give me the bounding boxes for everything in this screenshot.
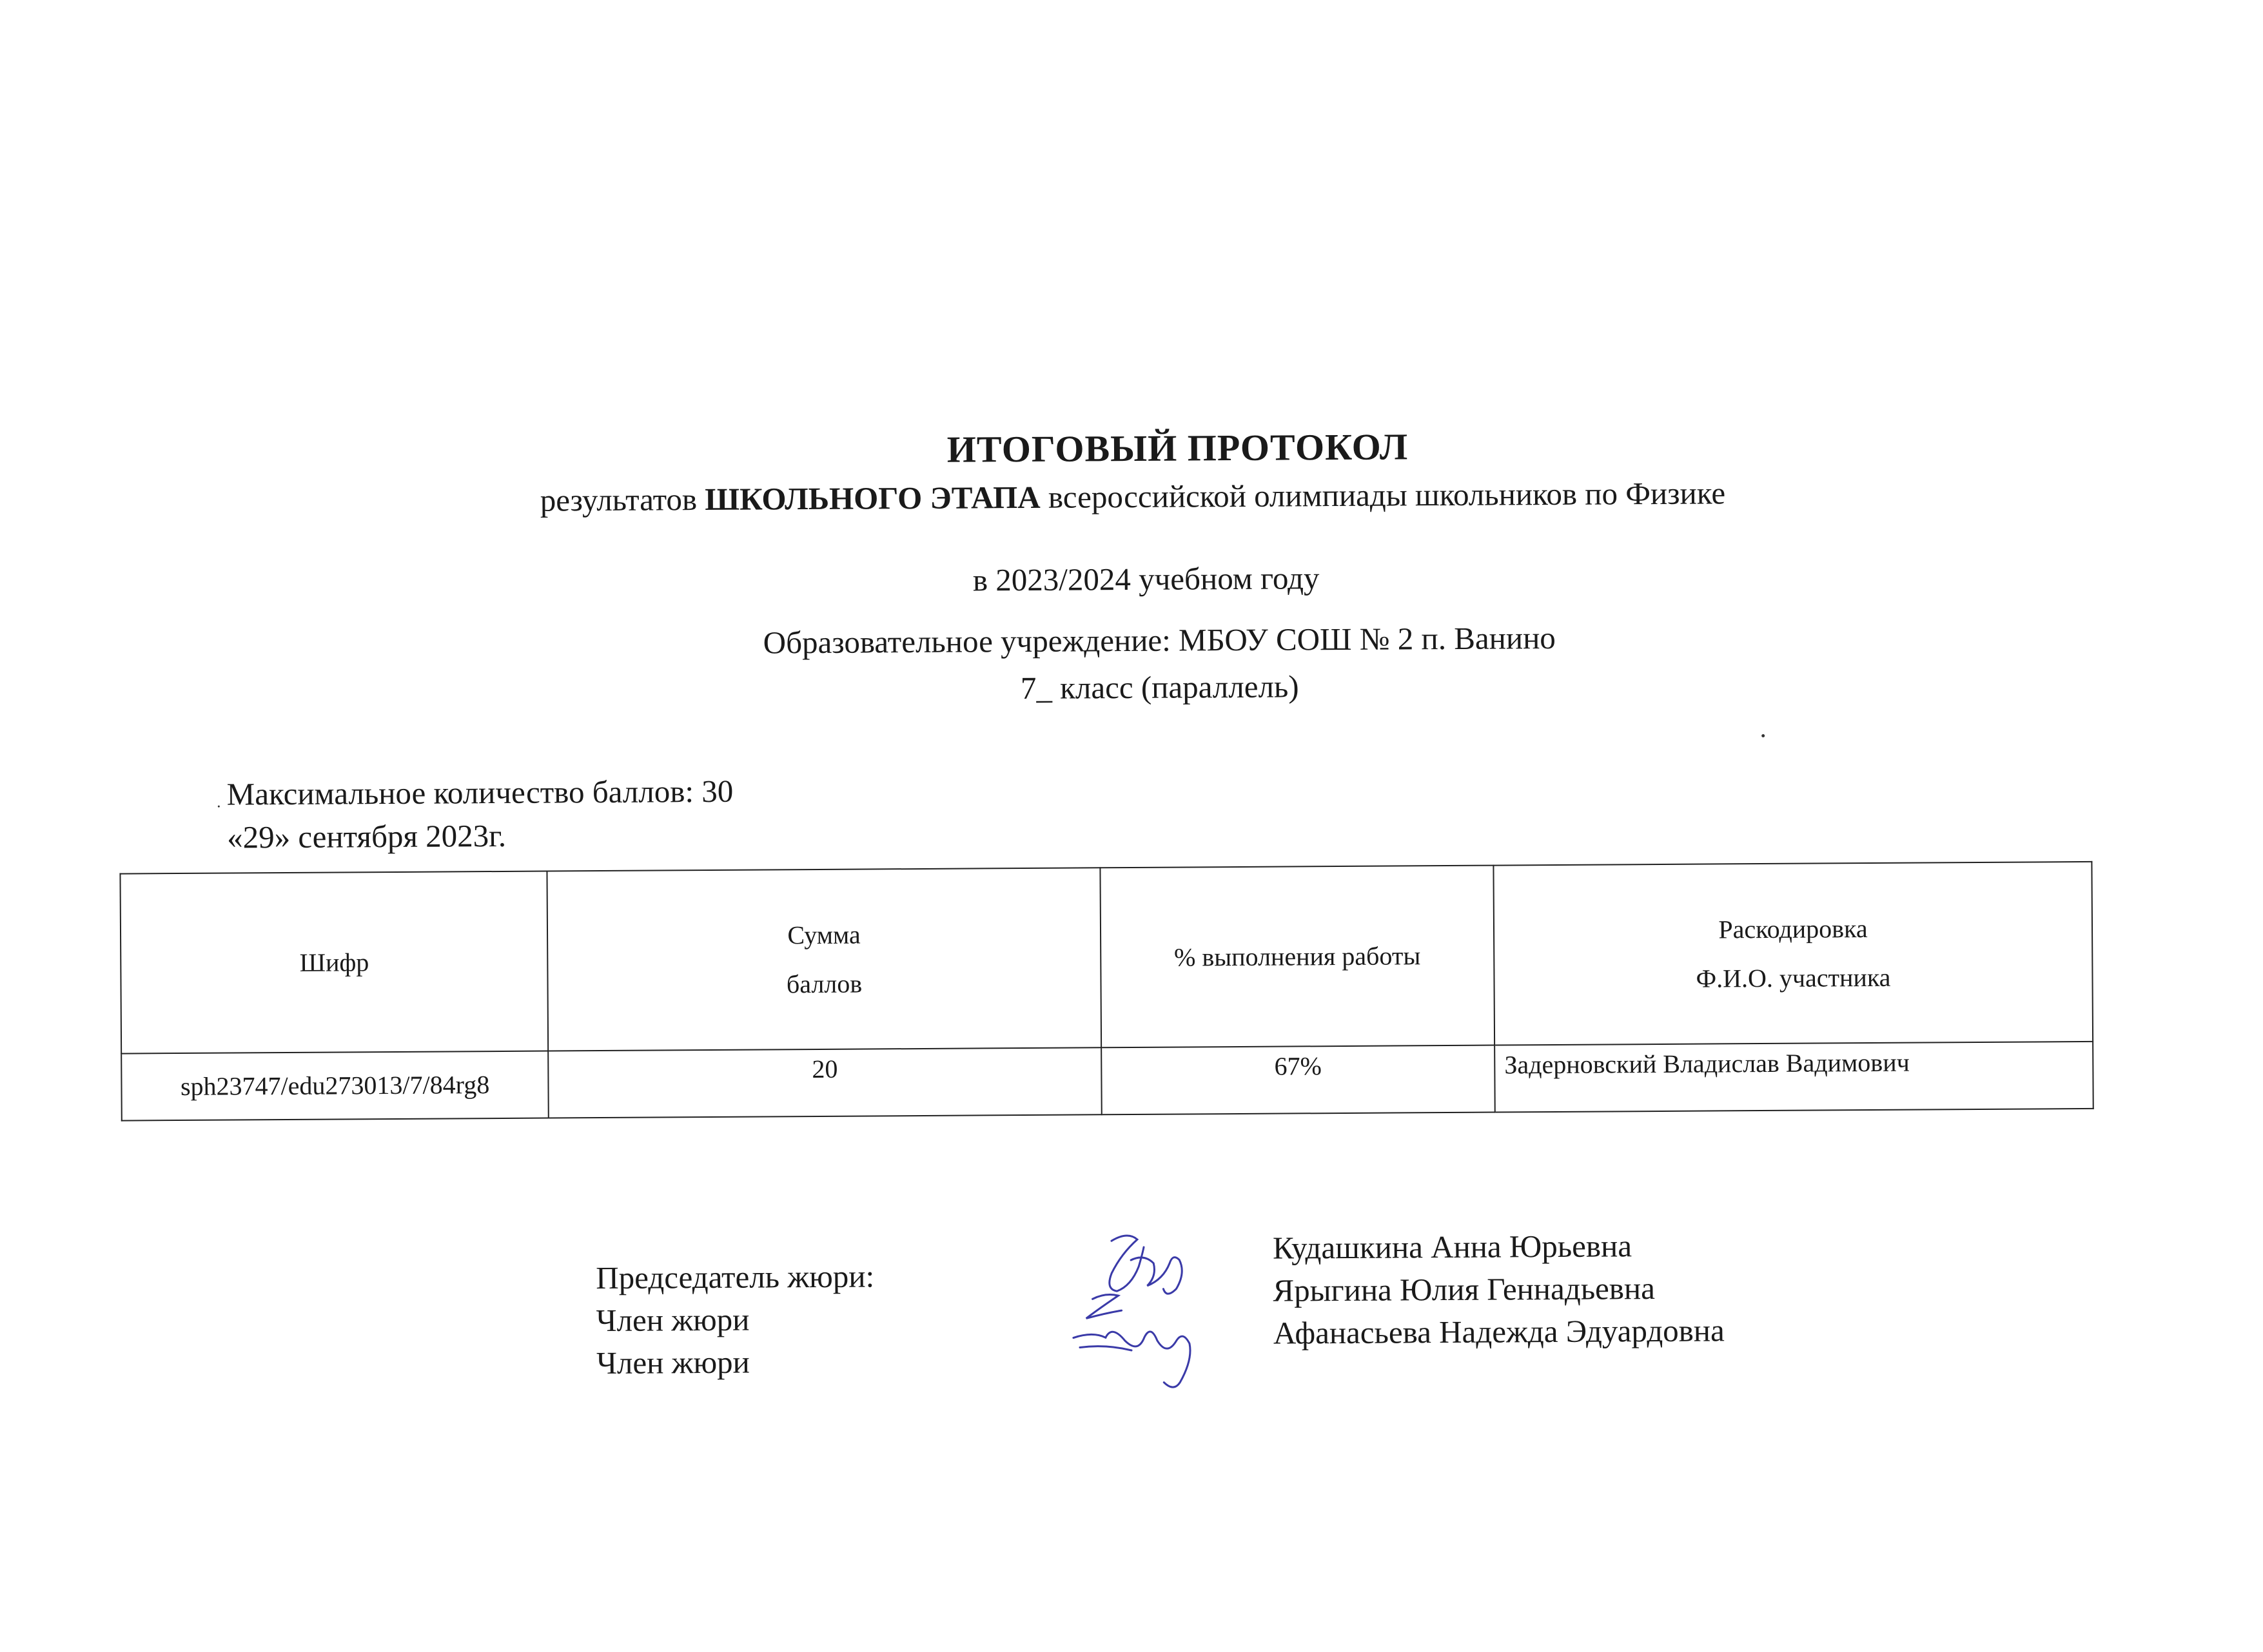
subtitle-post: всероссийской олимпиады школьников по Физике bbox=[1048, 475, 1726, 515]
cell-name: Задерновский Владислав Вадимович bbox=[1494, 1042, 2093, 1113]
academic-year: в 2023/2024 учебном году bbox=[972, 560, 1320, 598]
date: «29» сентября 2023г. bbox=[226, 817, 507, 855]
cell-percent: 67% bbox=[1101, 1045, 1495, 1115]
scan-speck bbox=[218, 806, 220, 808]
header-percent bbox=[1100, 866, 1494, 1048]
header-code-label: Шифр bbox=[299, 947, 369, 977]
cell-code: sph23747/edu273013/7/84rg8 bbox=[121, 1051, 549, 1121]
max-score: Максимальное количество баллов: 30 bbox=[226, 773, 734, 812]
signature-image bbox=[1066, 1227, 1216, 1395]
header-sum bbox=[547, 868, 1101, 1051]
cell-score: 20 bbox=[549, 1047, 1102, 1118]
document-title: ИТОГОВЫЙ ПРОТОКОЛ bbox=[946, 425, 1409, 471]
header-decode-line1: Раскодировка bbox=[1718, 913, 1868, 944]
institution: Образовательное учреждение: МБОУ СОШ № 2 п. Ванино bbox=[763, 619, 1556, 661]
table-row bbox=[121, 1042, 2093, 1121]
header-percent-label: % выполнения работы bbox=[1173, 940, 1421, 972]
header-decode-line2: Ф.И.О. участника bbox=[1696, 962, 1891, 993]
header-sum-line2: баллов bbox=[786, 969, 863, 998]
signature-stroke bbox=[1109, 1236, 1182, 1294]
jury-role-member: Член жюри bbox=[596, 1301, 750, 1339]
subtitle-pre: результатов bbox=[540, 481, 698, 518]
jury-role-member: Член жюри bbox=[596, 1344, 750, 1381]
document-subtitle bbox=[359, 474, 1906, 520]
scan-speck bbox=[1761, 734, 1765, 737]
grade-label: 7_ класс (параллель) bbox=[1020, 668, 1299, 706]
header-sum-line1: Сумма bbox=[787, 920, 861, 949]
jury-roles bbox=[596, 1255, 875, 1385]
jury-name-member: Ярыгина Юлия Геннадьевна bbox=[1273, 1270, 1656, 1308]
subtitle-bold: ШКОЛЬНОГО ЭТАПА bbox=[705, 479, 1041, 518]
signature-stroke bbox=[1080, 1346, 1132, 1350]
jury-names bbox=[1273, 1224, 1725, 1354]
header-row bbox=[120, 862, 2093, 1054]
signature-stroke bbox=[1073, 1332, 1191, 1388]
header-code bbox=[120, 871, 548, 1054]
jury-name-chair: Кудашкина Анна Юрьевна bbox=[1272, 1228, 1632, 1266]
jury-role-chair: Председатель жюри: bbox=[596, 1258, 875, 1296]
jury-name-member: Афанасьева Надежда Эдуардовна bbox=[1273, 1312, 1725, 1351]
header-decode bbox=[1493, 862, 2093, 1045]
signature-stroke bbox=[1086, 1294, 1121, 1318]
results-table bbox=[119, 861, 2093, 1122]
